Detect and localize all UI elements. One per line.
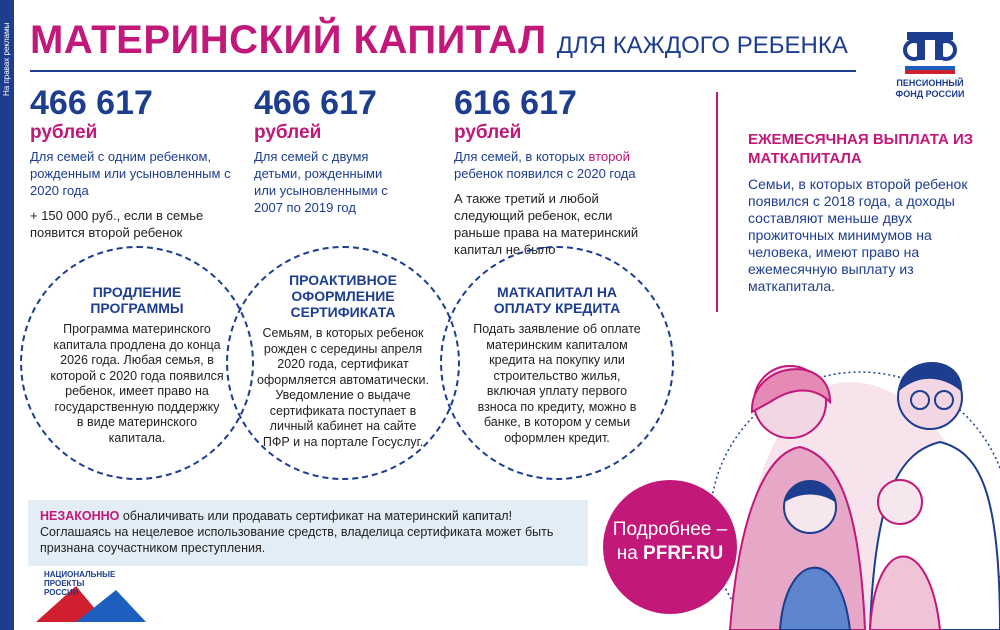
amount-description: Для семей с одним ребенком, рожденным или усыновленным с 2020 года — [30, 149, 231, 198]
pfr-emblem-icon — [897, 26, 963, 76]
national-projects-text — [44, 570, 115, 597]
logo-line-1: ПЕНСИОННЫЙ — [896, 78, 964, 88]
national-line-1: НАЦИОНАЛЬНЫЕ — [44, 570, 116, 579]
circle-text: Подать заявление об оплате материнским капиталом кредита на покупку или строительство жилья, включая уплату первого взноса по кредиту, можно в банке, в котором у семьи оформлен кредит. — [473, 322, 641, 445]
monthly-text: Семьи, в которых второй ребенок появился с 2018 года, а доходы составляют меньше двух прожиточных минимумов на человека, имеют право на ежемесячную выплату из маткапитала. — [748, 176, 968, 294]
more-line-1: Подробнее – — [612, 519, 728, 540]
side-label: На правах рекламы — [2, 22, 11, 96]
side-strip — [0, 0, 14, 630]
logo-line-2: ФОНД РОССИИ — [895, 89, 965, 99]
warning-rest: Соглашаясь на нецелевое использование средств, владелица сертификата может быть признана соучастником преступления. — [40, 525, 554, 555]
national-line-2: ПРОЕКТЫ — [44, 579, 85, 588]
page-subtitle: ДЛЯ КАЖДОГО РЕБЕНКА — [556, 32, 848, 59]
amount-column-2 — [254, 84, 459, 216]
warning-bold: НЕЗАКОННО — [40, 509, 120, 523]
circle-title: ПРОАКТИВНОЕ ОФОРМЛЕНИЕ СЕРТИФИКАТА — [289, 272, 397, 320]
amount-note: А также третий и любой следующий ребенок, если раньше права на материнский капитал не было — [454, 191, 639, 257]
desc-part: ребенок появился с 2020 года — [454, 166, 636, 181]
warning-text — [40, 508, 576, 524]
pfr-logo — [880, 26, 980, 100]
desc-highlight: второй — [588, 149, 630, 164]
page-title: МАТЕРИНСКИЙ КАПИТАЛ — [30, 18, 547, 62]
info-circle-credit — [440, 246, 674, 480]
national-line-3: РОССИИ — [44, 588, 79, 597]
amount-unit: рублей — [454, 122, 522, 143]
amount-description: Для семей с двумя детьми, рожденными или усыновленными с 2007 по 2019 год — [254, 149, 388, 215]
amount-value: 616 617 — [454, 84, 577, 122]
amount-value: 466 617 — [254, 84, 377, 122]
desc-part: Для семей, в которых — [454, 149, 589, 164]
circle-text: Программа материнского капитала продлена до конца 2026 года. Любая семья, в которой с 2020 года появился ребенок, имеет право на государственную поддержку в виде материнского капитала. — [50, 322, 224, 445]
pfrf-link[interactable]: PFRF.RU — [643, 543, 724, 564]
monthly-title: ЕЖЕМЕСЯЧНАЯ ВЫПЛАТА ИЗ МАТКАПИТАЛА — [748, 131, 974, 167]
amount-unit: рублей — [254, 122, 322, 143]
info-circle-proactive — [226, 246, 460, 480]
monthly-payment-block — [748, 130, 978, 295]
amount-value: 466 617 — [30, 84, 153, 122]
warning-box — [28, 500, 588, 566]
info-circle-extension — [20, 246, 254, 480]
circle-text: Семьям, в которых ребенок рожден с середины апреля 2020 года, сертификат оформляется автоматически. Уведомление о выдаче сертификата поступает в личный кабинет на сайте ПФР и на портале Госуслуг. — [257, 326, 429, 449]
header-divider — [30, 70, 856, 72]
header — [30, 18, 848, 63]
amount-column-1 — [30, 84, 235, 241]
family-illustration — [700, 332, 1000, 630]
amount-description — [454, 148, 659, 182]
vertical-divider — [716, 92, 718, 312]
amount-note: + 150 000 руб., если в семье появится второй ребенок — [30, 208, 204, 240]
circle-title: ПРОДЛЕНИЕ ПРОГРАММЫ — [90, 284, 184, 316]
circle-title: МАТКАПИТАЛ НА ОПЛАТУ КРЕДИТА — [493, 284, 621, 316]
amount-unit: рублей — [30, 122, 98, 143]
more-info-badge[interactable] — [603, 480, 737, 614]
warning-line-1: обналичивать или продавать сертификат на материнский капитал! — [119, 509, 513, 523]
more-line-2-pre: на — [616, 543, 644, 564]
amount-column-3 — [454, 84, 659, 258]
